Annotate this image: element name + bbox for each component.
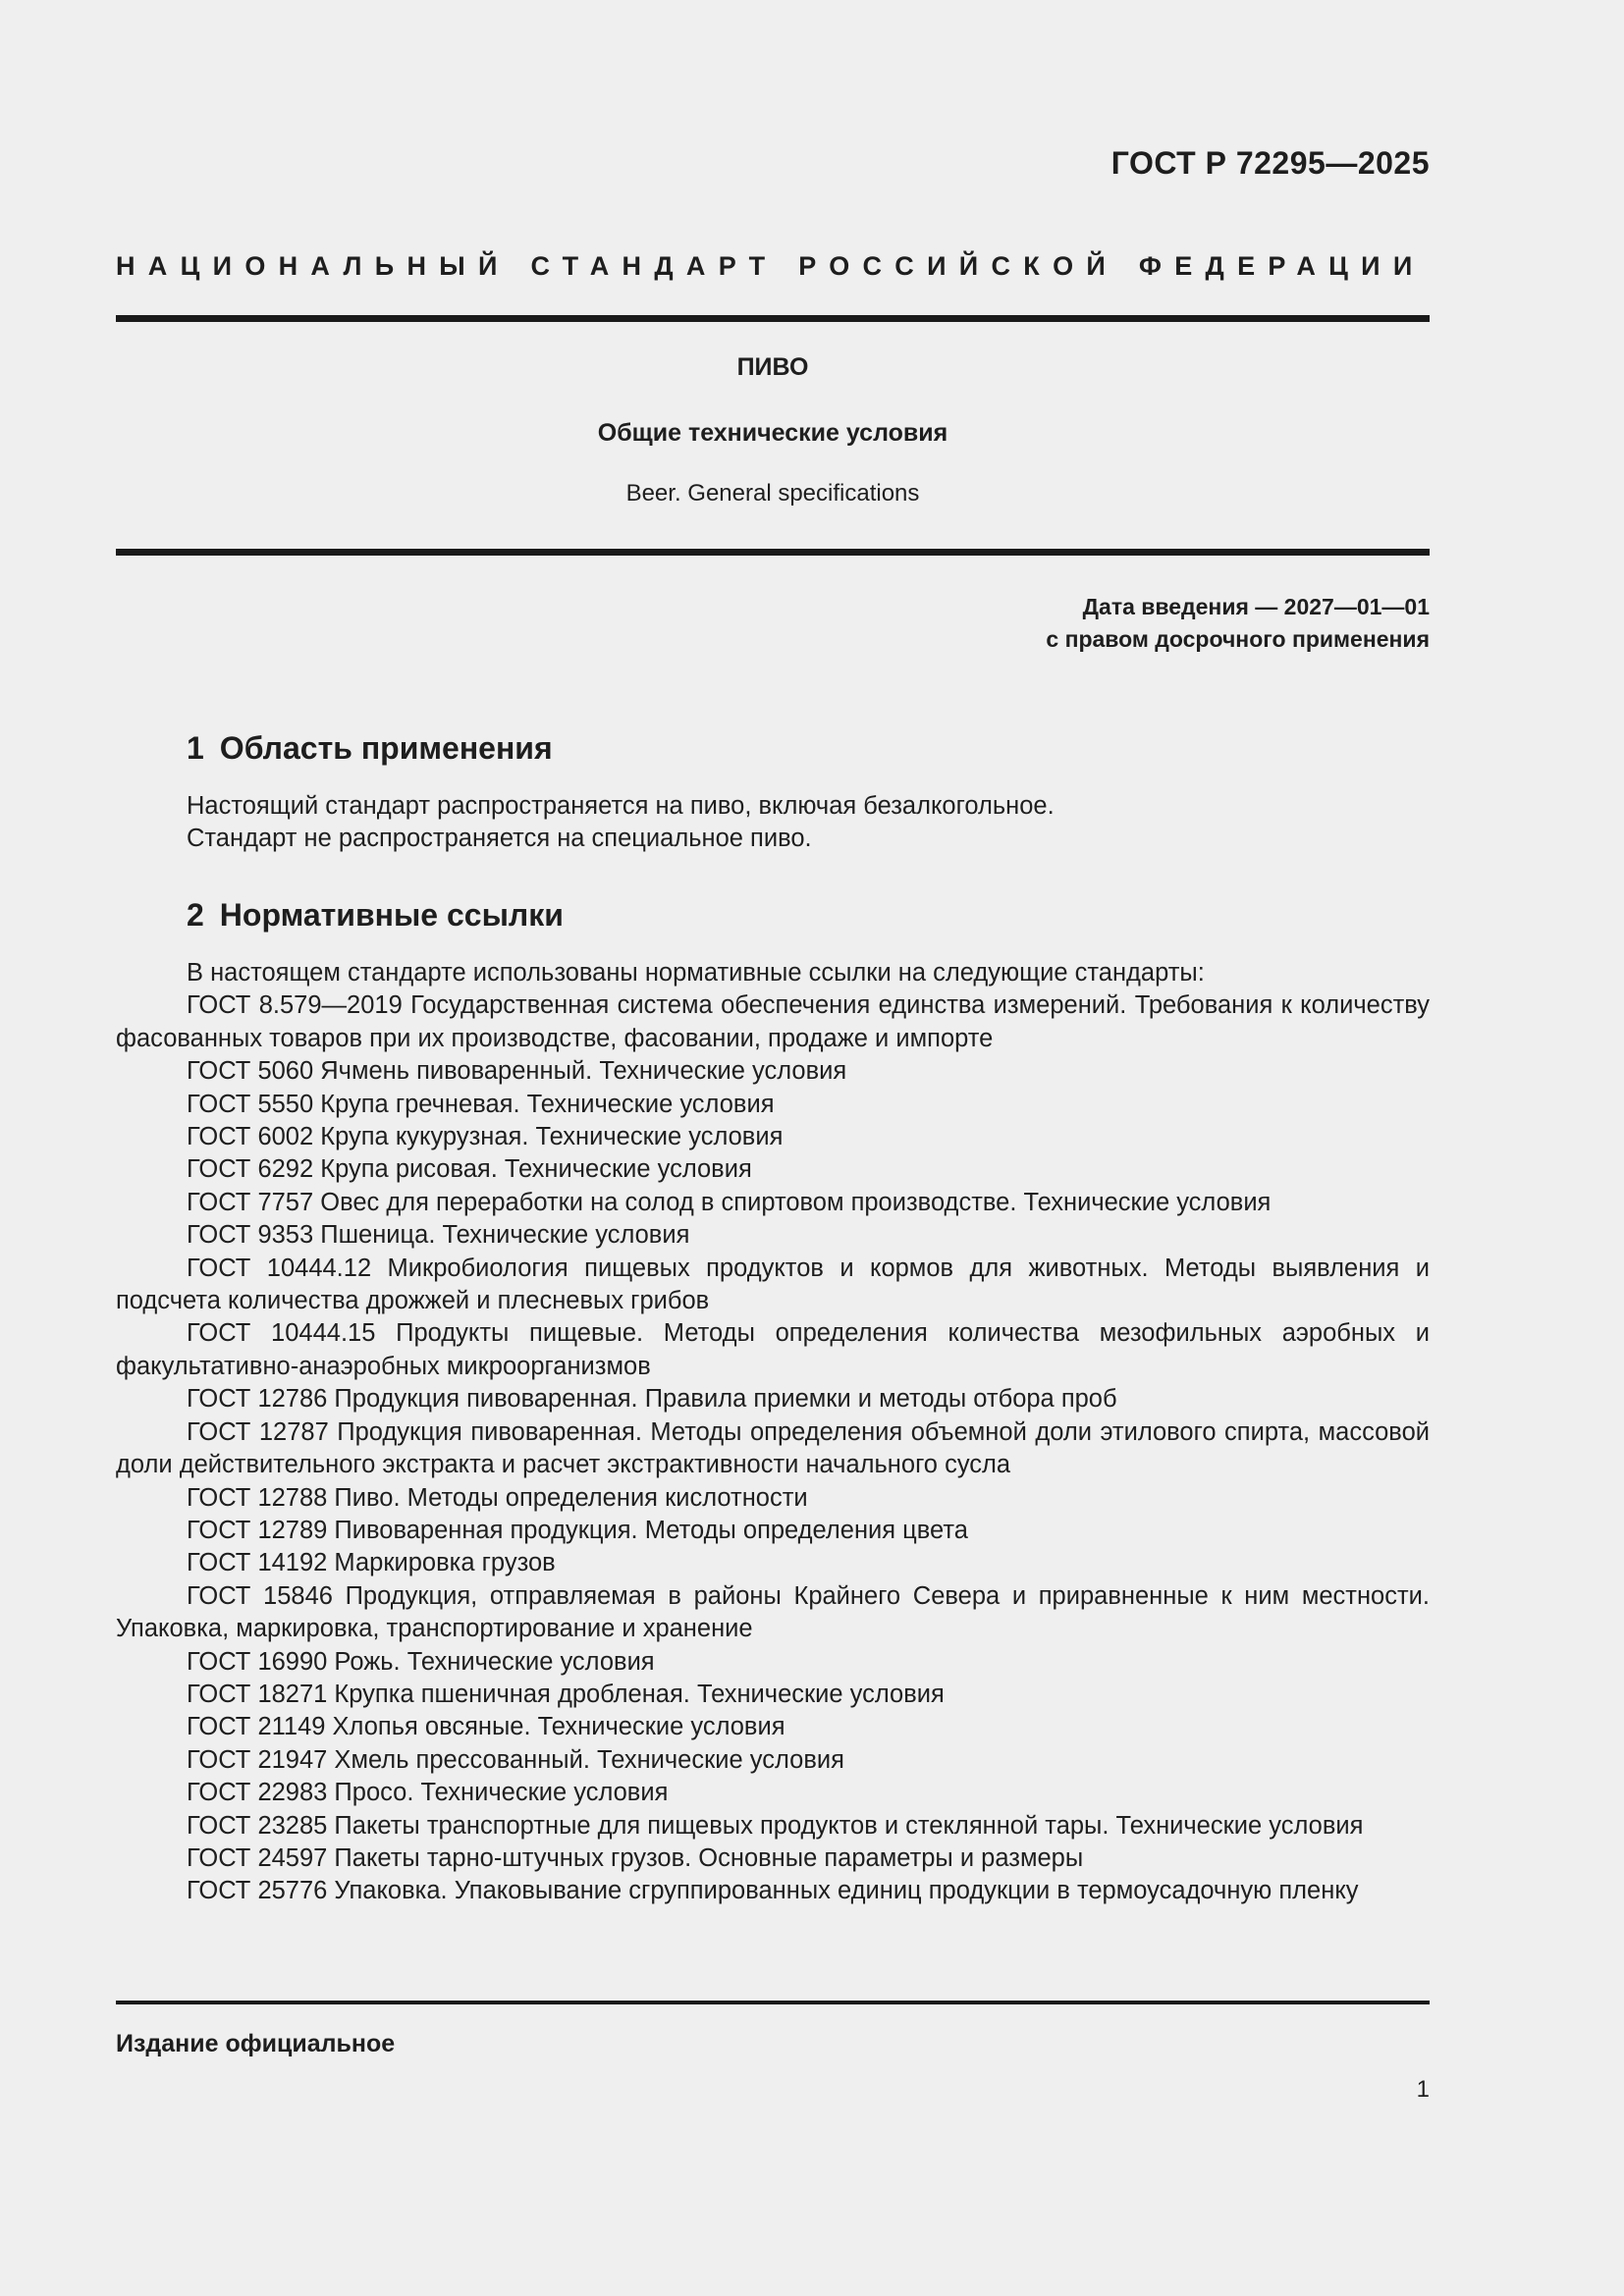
reference-item: ГОСТ 14192 Маркировка грузов bbox=[187, 1549, 556, 1577]
reference-item: ГОСТ 12787 Продукция пивоваренная. Методы определения объемной доли этилового спирта, массовой доли действительного экстракта и расчет экстрактивности начального сусла bbox=[116, 1417, 1430, 1479]
document-english-title: Beer. General specifications bbox=[625, 480, 920, 507]
reference-item: ГОСТ 18271 Крупка пшеничная дробленая. Технические условия bbox=[187, 1680, 945, 1708]
reference-item: ГОСТ 24597 Пакеты тарно-штучных грузов. Основные параметры и размеры bbox=[187, 1843, 1084, 1872]
reference-item: ГОСТ 12789 Пивоваренная продукция. Методы определения цвета bbox=[187, 1516, 968, 1544]
reference-item: ГОСТ 21149 Хлопья овсяные. Технические условия bbox=[187, 1713, 785, 1741]
section-1-paragraph: Стандарт не распространяется на специальное пиво. bbox=[187, 825, 812, 852]
reference-item: ГОСТ 16990 Рожь. Технические условия bbox=[187, 1647, 655, 1676]
reference-item: ГОСТ 6292 Крупа рисовая. Технические условия bbox=[187, 1155, 752, 1184]
document-page bbox=[116, 0, 1430, 2296]
reference-item: ГОСТ 10444.15 Продукты пищевые. Методы определения количества мезофильных аэробных и факультативно-анаэробных микроорганизмов bbox=[116, 1319, 1430, 1380]
reference-item: ГОСТ 9353 Пшеница. Технические условия bbox=[187, 1221, 690, 1250]
references-lead: В настоящем стандарте использованы нормативные ссылки на следующие стандарты: bbox=[187, 959, 1205, 987]
normative-references bbox=[116, 957, 1430, 1908]
title-divider bbox=[116, 549, 1430, 556]
reference-item: ГОСТ 5060 Ячмень пивоваренный. Технические условия bbox=[187, 1057, 847, 1086]
section-1-paragraph: Настоящий стандарт распространяется на пиво, включая безалкогольное. bbox=[187, 792, 1055, 820]
section-1-heading bbox=[187, 730, 553, 767]
footer-divider bbox=[116, 2001, 1430, 2004]
reference-item: ГОСТ 7757 Овес для переработки на солод в спиртовом производстве. Технические условия bbox=[187, 1188, 1272, 1216]
national-standard-title: НАЦИОНАЛЬНЫЙ СТАНДАРТ РОССИЙСКОЙ ФЕДЕРАЦИИ bbox=[116, 251, 1426, 281]
section-1-number: 1 bbox=[187, 730, 204, 766]
section-2-heading bbox=[187, 897, 564, 934]
top-divider bbox=[116, 315, 1430, 322]
reference-item: ГОСТ 15846 Продукция, отправляемая в районы Крайнего Севера и приравненные к ним местности. Упаковка, маркировка, транспортирование и хранение bbox=[116, 1581, 1430, 1643]
document-subtitle: Общие технические условия bbox=[597, 419, 948, 447]
section-2-title: Нормативные ссылки bbox=[219, 897, 564, 933]
early-application-line: с правом досрочного применения bbox=[1046, 626, 1430, 652]
section-2-number: 2 bbox=[187, 897, 204, 933]
reference-item: ГОСТ 6002 Крупа кукурузная. Технические условия bbox=[187, 1123, 784, 1151]
page-number: 1 bbox=[1416, 2076, 1430, 2103]
reference-item: ГОСТ 23285 Пакеты транспортные для пищевых продуктов и стеклянной тары. Технические условия bbox=[187, 1811, 1364, 1840]
document-title: ПИВО bbox=[736, 353, 809, 381]
reference-item: ГОСТ 21947 Хмель прессованный. Технические условия bbox=[187, 1745, 844, 1774]
reference-item: ГОСТ 10444.12 Микробиология пищевых продуктов и кормов для животных. Методы выявления и подсчета количества дрожжей и плесневых грибов bbox=[116, 1254, 1430, 1315]
reference-item: ГОСТ 25776 Упаковка. Упаковывание сгруппированных единиц продукции в термоусадочную пленку bbox=[187, 1877, 1359, 1905]
official-edition-label: Издание официальное bbox=[116, 2030, 396, 2057]
introduction-date-line: Дата введения — 2027—01—01 bbox=[1082, 594, 1430, 619]
reference-item: ГОСТ 12788 Пиво. Методы определения кислотности bbox=[187, 1483, 808, 1512]
reference-item: ГОСТ 22983 Просо. Технические условия bbox=[187, 1779, 669, 1807]
introduction-date bbox=[1046, 591, 1430, 656]
reference-item: ГОСТ 5550 Крупа гречневая. Технические условия bbox=[187, 1090, 775, 1118]
standard-number: ГОСТ Р 72295—2025 bbox=[1110, 145, 1430, 181]
reference-item: ГОСТ 12786 Продукция пивоваренная. Правила приемки и методы отбора проб bbox=[187, 1385, 1117, 1414]
reference-item: ГОСТ 8.579—2019 Государственная система обеспечения единства измерений. Требования к количеству фасованных товаров при их производстве, фасовании, продаже и импорте bbox=[116, 991, 1430, 1052]
section-1-title: Область применения bbox=[219, 730, 553, 766]
